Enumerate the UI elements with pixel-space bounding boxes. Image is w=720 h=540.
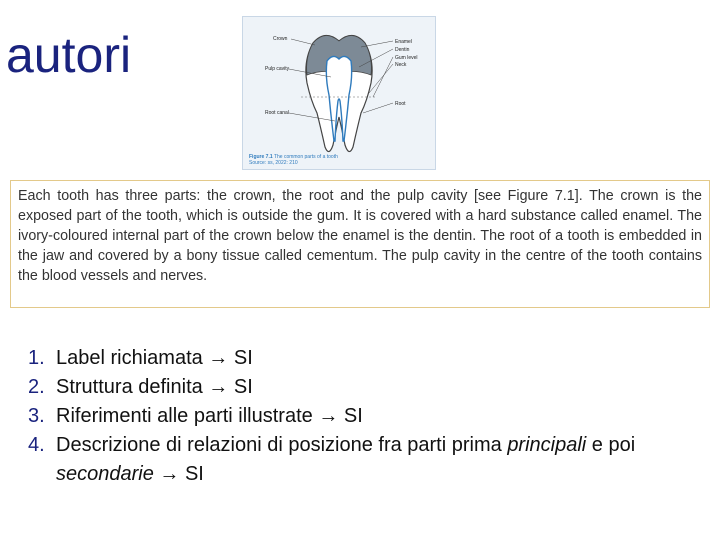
label-enamel: Enamel (395, 39, 412, 45)
label-root: Root (395, 101, 406, 107)
caption-text: The common parts of a tooth (273, 154, 338, 160)
list-item-emphasis-secondary: secondarie (56, 463, 154, 485)
list-item-text: Label richiamata → SI (56, 347, 253, 369)
label-root-canal: Root canal (265, 110, 289, 116)
caption-source: Source: ss, 2022: 210 (249, 160, 298, 166)
list-number: 2. (28, 376, 45, 398)
list-item-text: Riferimenti alle parti illustrate → SI (56, 405, 363, 427)
list-item-emphasis-primary: principali (507, 434, 587, 456)
label-gum-level: Gum level (395, 55, 418, 61)
list-number: 4. (28, 434, 45, 456)
list-item (28, 402, 720, 431)
tooth-figure (242, 16, 436, 170)
list-item-text-b: e poi (586, 434, 636, 456)
label-dentin: Dentin (395, 47, 410, 53)
list-item-text-c: → SI (153, 463, 204, 485)
list-number: 3. (28, 405, 45, 427)
caption-label: Figure 7.1 (249, 154, 273, 160)
list-item (28, 431, 720, 489)
list-item (28, 344, 720, 373)
label-neck: Neck (395, 62, 407, 68)
list-item-text: Struttura definita → SI (56, 376, 253, 398)
list-number: 1. (28, 347, 45, 369)
description-paragraph: Each tooth has three parts: the crown, the root and the pulp cavity [see Figure 7.1]. The crown is the exposed part of the tooth, which is outside the gum. It is covered with a hard substance called enamel. The ivory-coloured internal part of the crown below the enamel is the dentin. The root of a tooth is embedded in the jaw and covered by a bony tissue called cementum. The pulp cavity in the centre of the tooth contains the blood vessels and nerves. (10, 180, 710, 308)
label-crown: Crown (273, 36, 288, 42)
tooth-diagram (243, 17, 435, 169)
figure-caption (249, 154, 338, 166)
checklist (28, 344, 720, 489)
slide-title: autori (6, 27, 132, 83)
list-item-text-a: Descrizione di relazioni di posizione fra parti prima (56, 434, 508, 456)
label-pulp-cavity: Pulp cavity (265, 66, 290, 72)
list-item (28, 373, 720, 402)
